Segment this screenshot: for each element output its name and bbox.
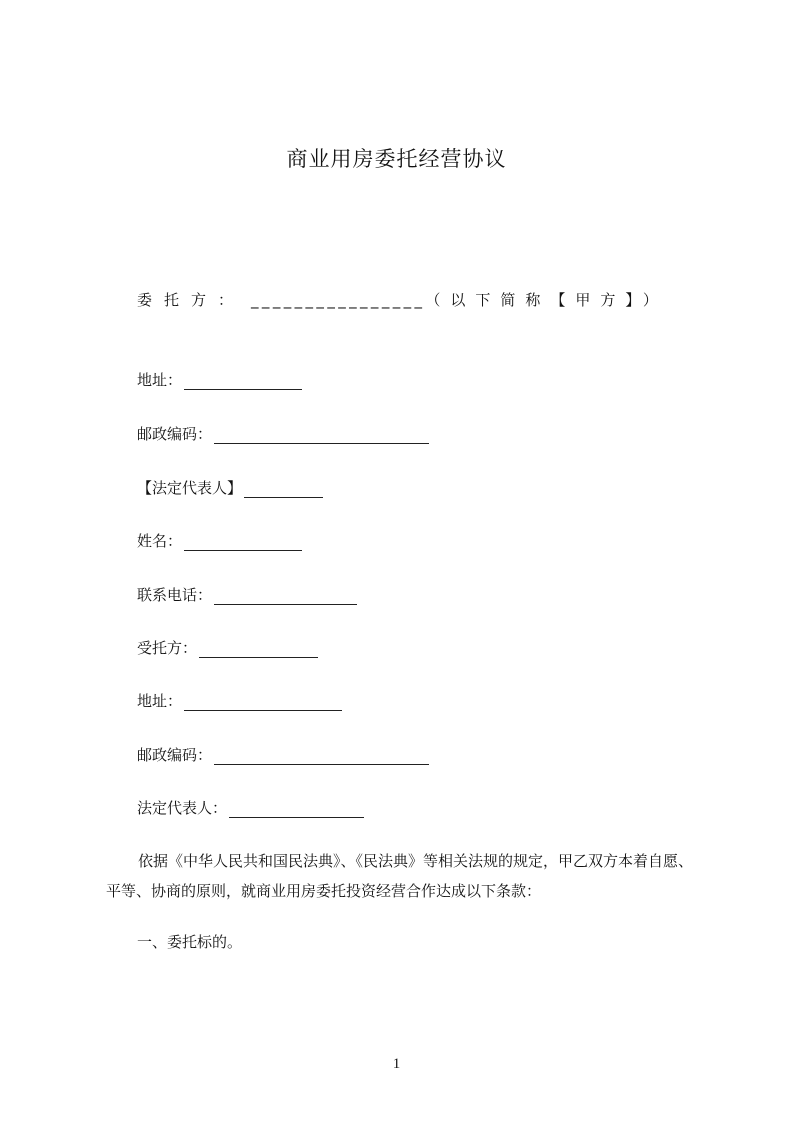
page-number: 1 bbox=[392, 1056, 401, 1072]
party-a-name-label: 姓名： bbox=[137, 532, 183, 550]
party-b-postcode-line bbox=[137, 745, 429, 765]
party-a-legal-rep-label: 【法定代表人】 bbox=[137, 479, 243, 497]
party-a-phone-line bbox=[137, 585, 357, 605]
party-a-address-blank[interactable] bbox=[184, 373, 302, 390]
party-a-address-label: 地址： bbox=[137, 371, 183, 389]
party-b-address-label: 地址： bbox=[137, 692, 183, 710]
client-label: 委托方： bbox=[137, 291, 246, 309]
party-a-postcode-label: 邮政编码： bbox=[137, 425, 213, 443]
client-name-blank[interactable]: ________________ bbox=[251, 291, 426, 309]
party-a-postcode-blank[interactable] bbox=[214, 427, 429, 444]
party-b-address-blank[interactable] bbox=[184, 694, 342, 711]
party-b-line bbox=[137, 638, 318, 658]
party-a-address-line bbox=[137, 370, 302, 390]
party-b-legal-rep-line bbox=[137, 798, 364, 818]
section-1-heading: 一、委托标的。 bbox=[137, 933, 243, 951]
party-b-entrusted-label: 受托方： bbox=[137, 639, 198, 657]
party-a-name-blank[interactable] bbox=[184, 534, 302, 551]
intro-paragraph bbox=[106, 846, 706, 906]
party-b-legal-rep-label: 法定代表人： bbox=[137, 799, 228, 817]
party-b-postcode-label: 邮政编码： bbox=[137, 746, 213, 764]
party-a-legal-rep-blank[interactable] bbox=[244, 481, 323, 498]
party-a-phone-blank[interactable] bbox=[214, 588, 357, 605]
party-b-entrusted-blank[interactable] bbox=[199, 641, 318, 658]
party-a-name-line bbox=[137, 531, 302, 551]
party-b-address-line bbox=[137, 691, 342, 711]
party-a-legal-rep-line bbox=[137, 478, 323, 498]
document-title: 商业用房委托经营协议 bbox=[286, 147, 507, 171]
intro-paragraph-text: 依据《中华人民共和国民法典》、《民法典》等相关法规的规定，甲乙双方本着自愿、平等、协商的原则，就商业用房委托投资经营合作达成以下条款： bbox=[106, 852, 694, 900]
party-a-postcode-line bbox=[137, 424, 429, 444]
client-short-name-note: （以下简称【甲方】） bbox=[425, 291, 668, 309]
party-b-postcode-blank[interactable] bbox=[214, 748, 429, 765]
client-line bbox=[137, 290, 668, 310]
party-a-phone-label: 联系电话： bbox=[137, 586, 213, 604]
party-b-legal-rep-blank[interactable] bbox=[229, 801, 364, 818]
